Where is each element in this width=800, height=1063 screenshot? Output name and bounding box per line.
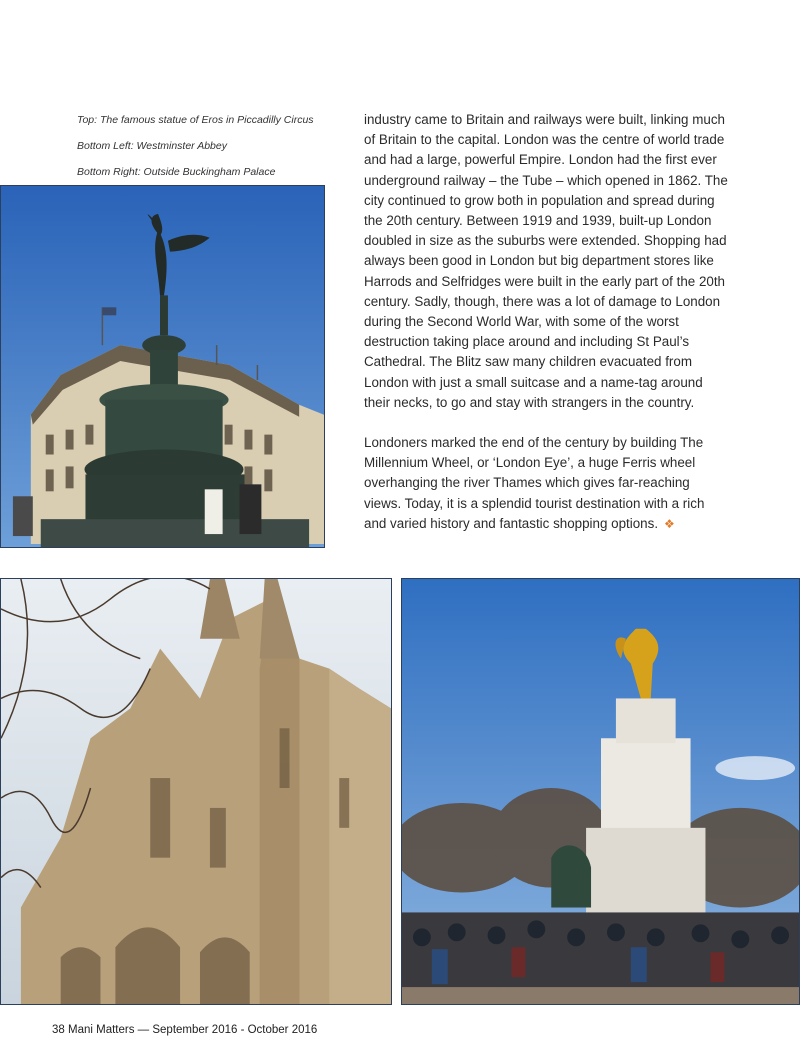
- caption-top: Top: The famous statue of Eros in Piccadilly Circus: [77, 114, 314, 126]
- publication-info: Mani Matters — September 2016 - October 2016: [68, 1024, 318, 1036]
- caption-bottom-right: Bottom Right: Outside Buckingham Palace: [77, 166, 276, 178]
- caption-bottom-left: Bottom Left: Westminster Abbey: [77, 140, 227, 152]
- photo-buckingham-palace: [401, 578, 800, 1005]
- page-footer: [52, 1024, 317, 1036]
- page-number: 38: [52, 1024, 65, 1036]
- photo-statue-of-eros: [0, 185, 325, 548]
- article-paragraph: [364, 433, 729, 534]
- article-body: [364, 110, 729, 534]
- photo-westminster-abbey: [0, 578, 392, 1005]
- article-paragraph: industry came to Britain and railways were built, linking much of Britain to the capital. London was the centre of world trade and had a large, powerful Empire. London had the first ever underground railway – the Tube – which opened in 1862. The city continued to grow both in population and spread during the 20th century. Between 1919 and 1939, built-up London doubled in size as the suburbs were extended. Shopping had always been good in London but big department stores like Harrods and Selfridges were built in the early part of the 20th century. Sadly, though, there was a lot of damage to London during the Second World War, with some of the worst destruction taking place around and including St Paul’s Cathedral. The Blitz saw many children evacuated from London with just a small suitcase and a name-tag around their necks, to go and stay with strangers in the country.: [364, 112, 728, 410]
- photo-captions: [77, 113, 337, 191]
- article-paragraph-text: Londoners marked the end of the century by building The Millennium Wheel, or ‘London Eye’, a huge Ferris wheel overhanging the river Thames which gives far-reaching views. Today, it is a splendid tourist destination with a rich and varied history and fantastic shopping options.: [364, 435, 705, 531]
- end-mark-icon: ❖: [664, 516, 675, 531]
